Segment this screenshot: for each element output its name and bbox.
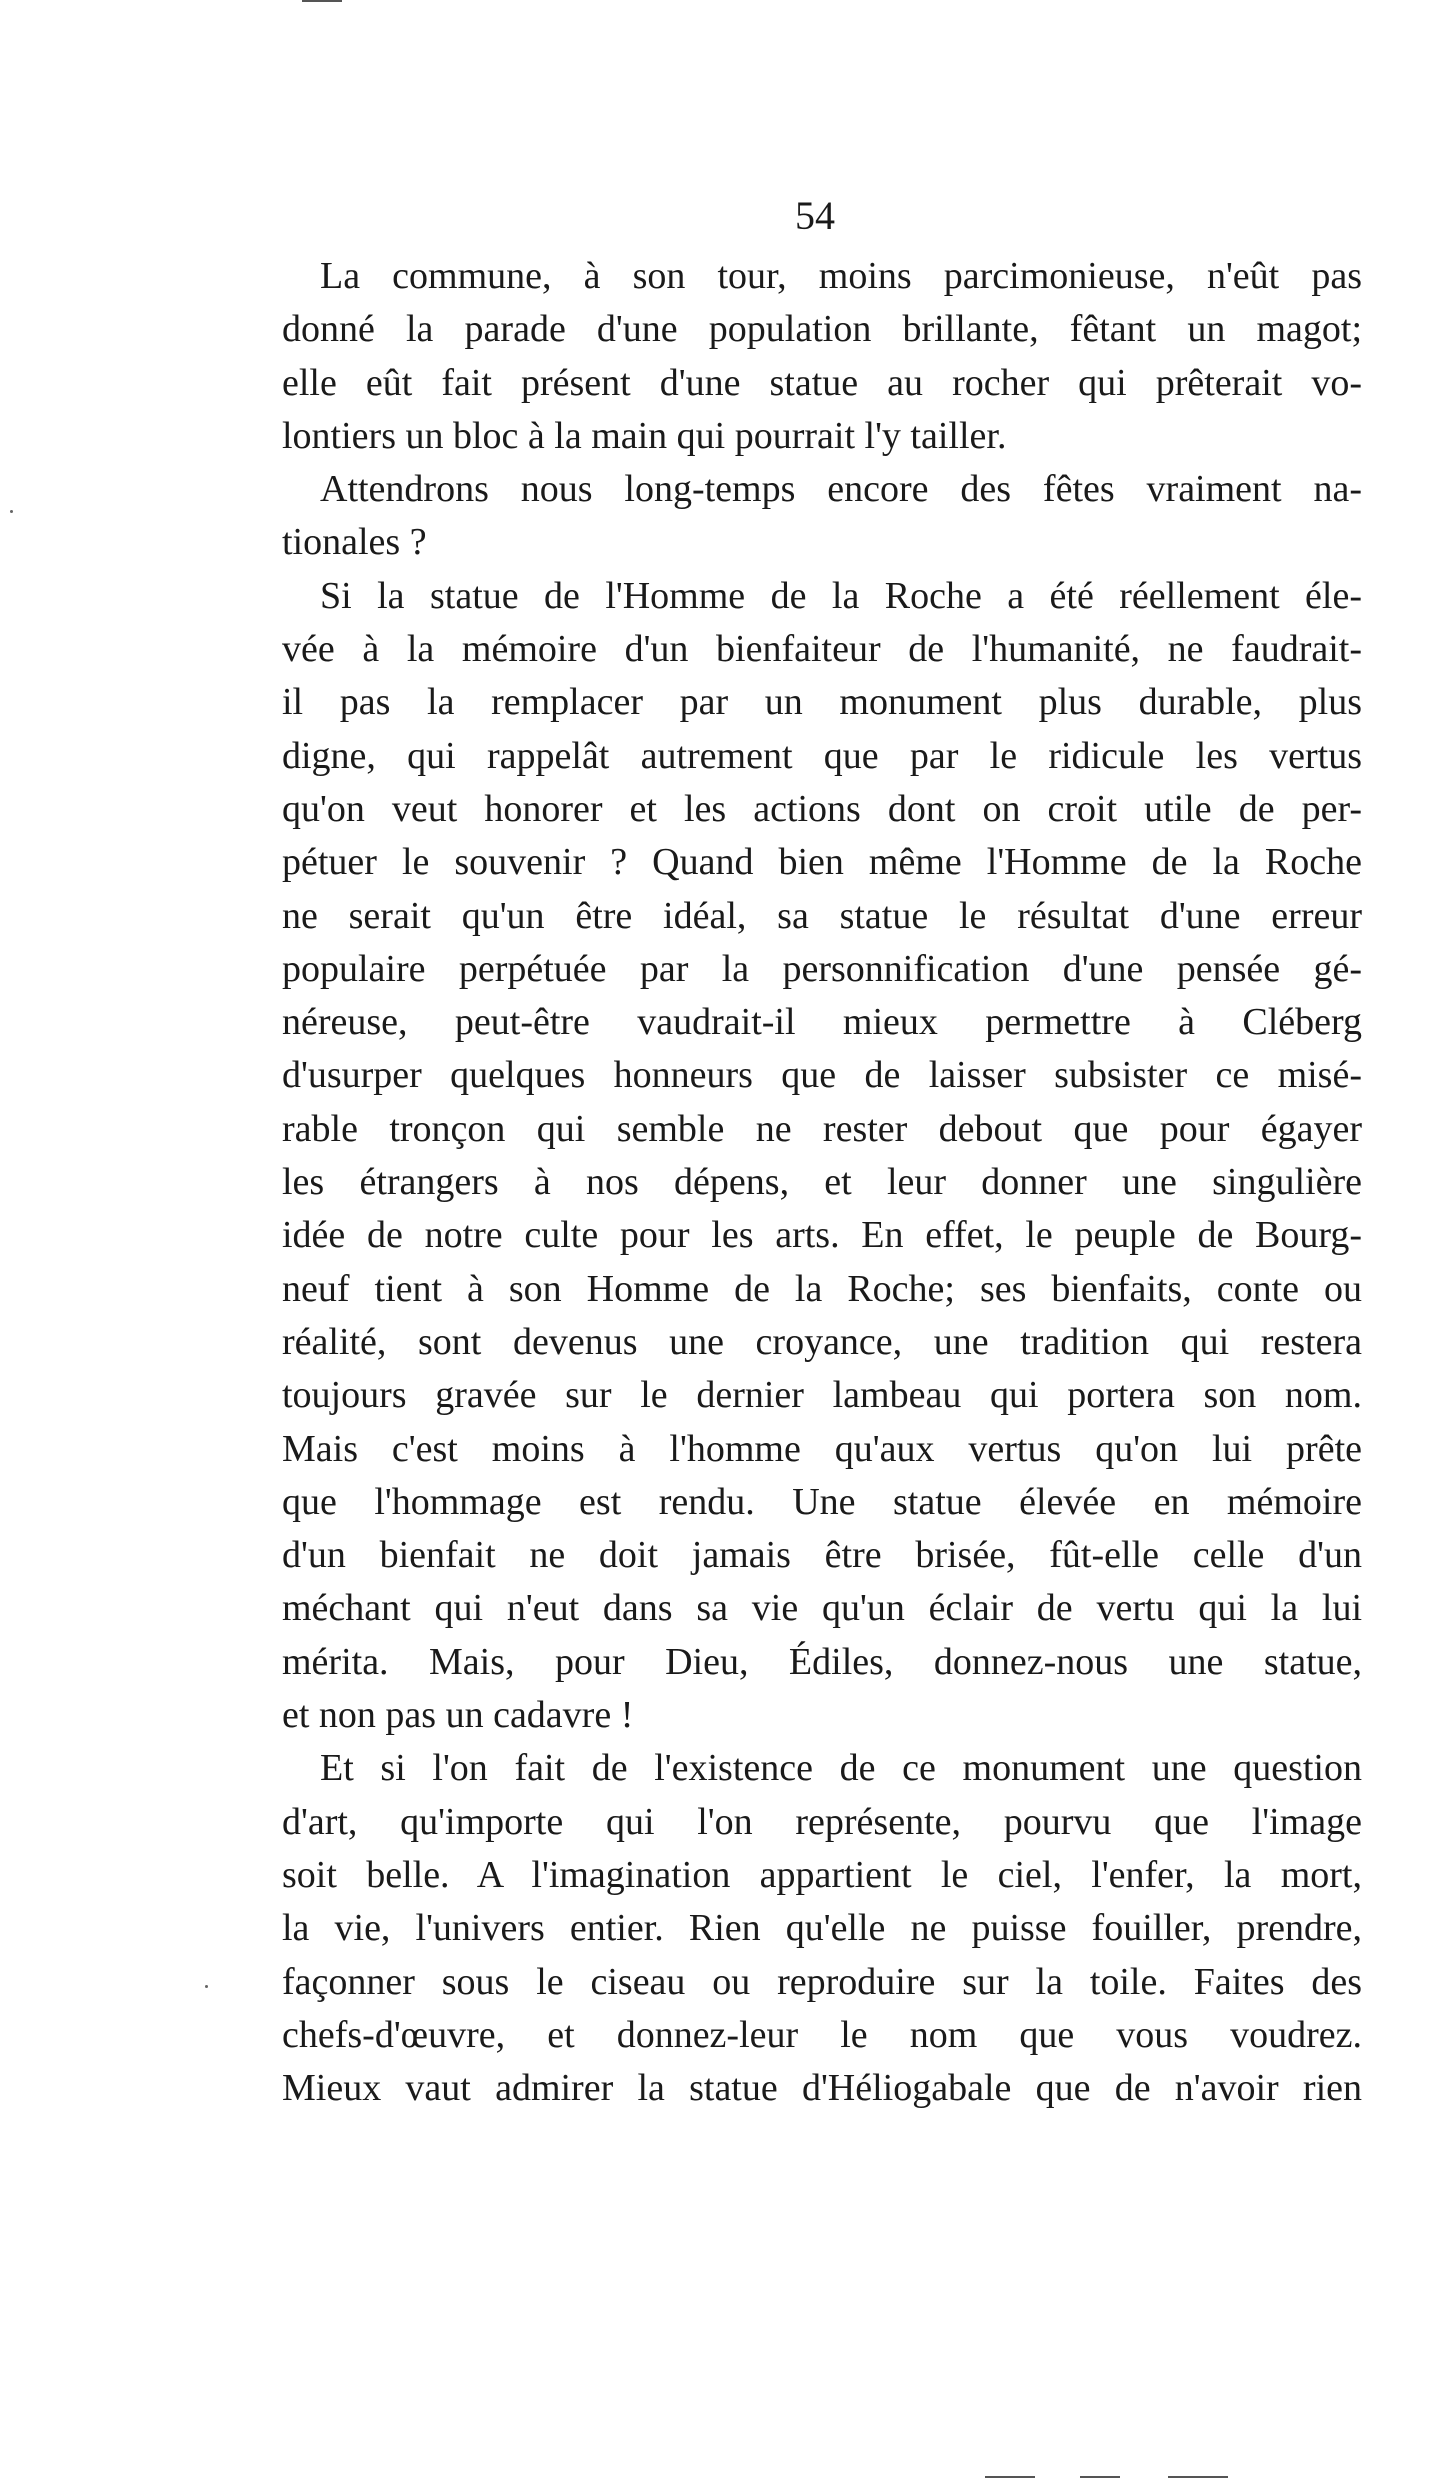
text-line: la vie, l'univers entier. Rien qu'elle ne puisse fouiller, prendre, xyxy=(282,1907,1362,1950)
text-line: elle eût fait présent d'une statue au rocher qui prêterait vo- xyxy=(282,361,1362,404)
text-line: réalité, sont devenus une croyance, une tradition qui restera xyxy=(282,1320,1362,1363)
text-line: digne, qui rappelât autrement que par le ridicule les vertus xyxy=(282,734,1362,777)
text-line: lontiers un bloc à la main qui pourrait l'y tailler. xyxy=(282,414,1007,457)
text-line: pétuer le souvenir ? Quand bien même l'Homme de la Roche xyxy=(282,841,1362,884)
scan-mark-bottom-1 xyxy=(985,2476,1035,2478)
text-line: façonner sous le ciseau ou reproduire sur la toile. Faites des xyxy=(282,1960,1362,2003)
text-line: et non pas un cadavre ! xyxy=(282,1694,634,1737)
text-line: La commune, à son tour, moins parcimonieuse, n'eût pas xyxy=(320,255,1362,297)
text-line: il pas la remplacer par un monument plus durable, plus xyxy=(282,681,1362,724)
text-line: tionales ? xyxy=(282,521,427,564)
text-line: soit belle. A l'imagination appartient le ciel, l'enfer, la mort, xyxy=(282,1853,1362,1896)
text-line: vée à la mémoire d'un bienfaiteur de l'humanité, ne faudrait- xyxy=(282,628,1362,671)
scan-mark-bottom-3 xyxy=(1168,2476,1228,2478)
text-line: Et si l'on fait de l'existence de ce monument une question xyxy=(320,1747,1362,1790)
text-line: idée de notre culte pour les arts. En effet, le peuple de Bourg- xyxy=(282,1214,1362,1257)
text-line: rable tronçon qui semble ne rester debout que pour égayer xyxy=(282,1107,1362,1150)
text-line: Attendrons nous long-temps encore des fêtes vraiment na- xyxy=(320,468,1362,511)
text-line: neuf tient à son Homme de la Roche; ses bienfaits, conte ou xyxy=(282,1267,1362,1310)
text-line: populaire perpétuée par la personnification d'une pensée gé- xyxy=(282,947,1362,990)
text-line: Si la statue de l'Homme de la Roche a été réellement éle- xyxy=(320,574,1362,617)
body-text xyxy=(282,250,1362,2115)
text-line: mérita. Mais, pour Dieu, Édiles, donnez-nous une statue, xyxy=(282,1640,1362,1683)
text-line: Mieux vaut admirer la statue d'Héliogabale que de n'avoir rien xyxy=(282,2067,1362,2110)
text-line: Mais c'est moins à l'homme qu'aux vertus qu'on lui prête xyxy=(282,1427,1362,1470)
text-line: chefs-d'œuvre, et donnez-leur le nom que vous voudrez. xyxy=(282,2013,1362,2056)
text-line: néreuse, peut-être vaudrait-il mieux permettre à Cléberg xyxy=(282,1001,1362,1044)
text-line: d'un bienfait ne doit jamais être brisée, fût-elle celle d'un xyxy=(282,1534,1362,1577)
scan-dot-left xyxy=(10,510,13,513)
page-number: 54 xyxy=(795,193,835,238)
text-line: méchant qui n'eut dans sa vie qu'un éclair de vertu qui la lui xyxy=(282,1587,1362,1630)
scan-mark-top xyxy=(302,0,342,2)
text-line: les étrangers à nos dépens, et leur donner une singulière xyxy=(282,1161,1362,1204)
text-line: que l'hommage est rendu. Une statue élevée en mémoire xyxy=(282,1480,1362,1523)
text-line: toujours gravée sur le dernier lambeau qui portera son nom. xyxy=(282,1374,1362,1417)
text-line: ne serait qu'un être idéal, sa statue le résultat d'une erreur xyxy=(282,894,1362,937)
text-line: donné la parade d'une population brillante, fêtant un magot; xyxy=(282,308,1362,351)
scan-dot-margin xyxy=(205,1985,208,1988)
text-line: qu'on veut honorer et les actions dont on croit utile de per- xyxy=(282,787,1362,830)
text-line: d'usurper quelques honneurs que de laisser subsister ce misé- xyxy=(282,1054,1362,1097)
text-line: d'art, qu'importe qui l'on représente, pourvu que l'image xyxy=(282,1800,1362,1843)
scan-mark-bottom-2 xyxy=(1080,2476,1120,2478)
